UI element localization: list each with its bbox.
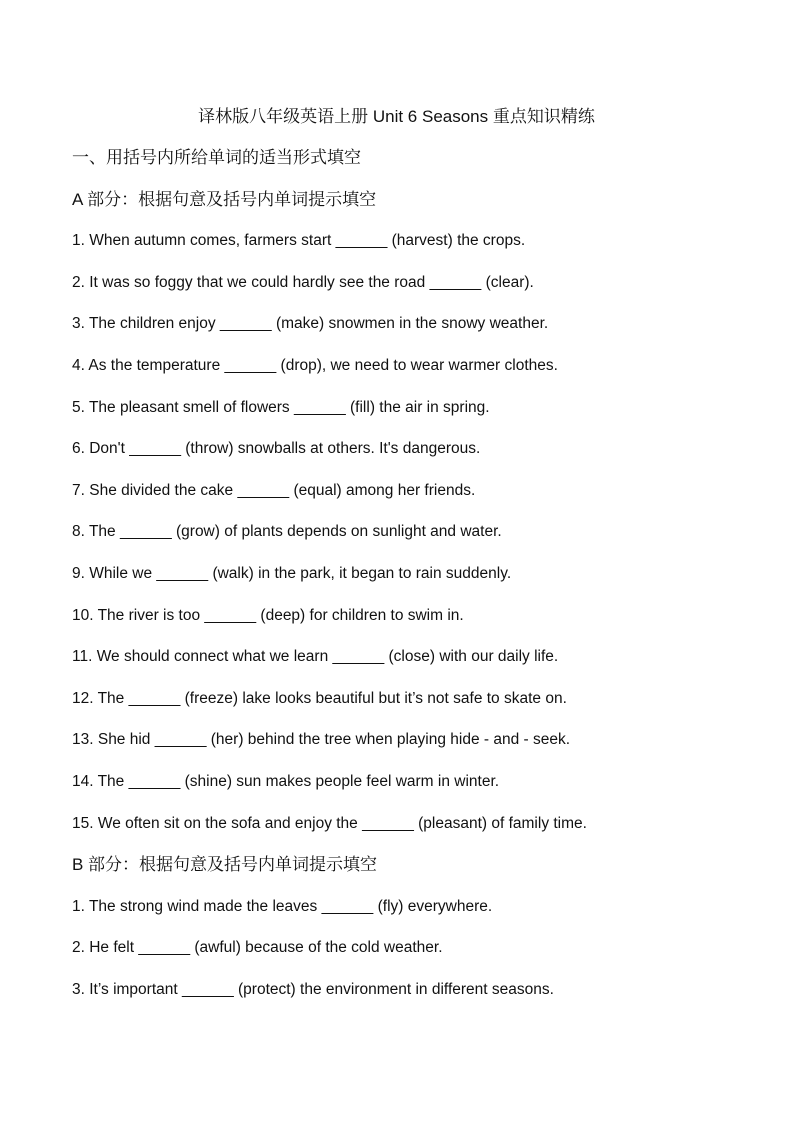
question-a-5: 5. The pleasant smell of flowers ______ (fill) the air in spring.	[72, 398, 490, 416]
question-a-9: 9. While we ______ (walk) in the park, it began to rain suddenly.	[72, 564, 512, 582]
question-a-8: 8. The ______ (grow) of plants depends on sunlight and water.	[72, 523, 502, 541]
question-a-15: 15. We often sit on the sofa and enjoy the ______ (pleasant) of family time.	[72, 814, 587, 832]
question-b-2: 2. He felt ______ (awful) because of the cold weather.	[72, 939, 443, 957]
question-a-12: 12. The ______ (freeze) lake looks beautiful but it’s not safe to skate on.	[72, 689, 567, 707]
question-a-10: 10. The river is too ______ (deep) for children to swim in.	[72, 606, 464, 624]
exercise-content	[72, 146, 772, 1019]
question-a-1: 1. When autumn comes, farmers start ______ (harvest) the crops.	[72, 232, 526, 250]
part-a-heading: A 部分：根据句意及括号内单词提示填空	[72, 189, 377, 209]
page-title: 译林版八年级英语上册 Unit 6 Seasons 重点知识精练	[198, 107, 595, 126]
question-a-13: 13. She hid ______ (her) behind the tree when playing hide - and - seek.	[72, 731, 571, 749]
question-a-14: 14. The ______ (shine) sun makes people feel warm in winter.	[72, 772, 500, 790]
question-a-6: 6. Don't ______ (throw) snowballs at others. It's dangerous.	[72, 440, 481, 458]
question-b-3: 3. It’s important ______ (protect) the environment in different seasons.	[72, 980, 554, 998]
question-a-2: 2. It was so foggy that we could hardly see the road ______ (clear).	[72, 273, 534, 291]
part-b-heading: B 部分：根据句意及括号内单词提示填空	[72, 855, 378, 875]
question-b-1: 1. The strong wind made the leaves ______ (fly) everywhere.	[72, 897, 493, 915]
question-a-4: 4. As the temperature ______ (drop), we need to wear warmer clothes.	[72, 356, 558, 374]
question-a-7: 7. She divided the cake ______ (equal) among her friends.	[72, 481, 476, 499]
question-a-3: 3. The children enjoy ______ (make) snowmen in the snowy weather.	[72, 315, 549, 333]
section-heading: 一、用括号内所给单词的适当形式填空	[72, 148, 361, 167]
question-a-11: 11. We should connect what we learn ______ (close) with our daily life.	[72, 648, 559, 666]
